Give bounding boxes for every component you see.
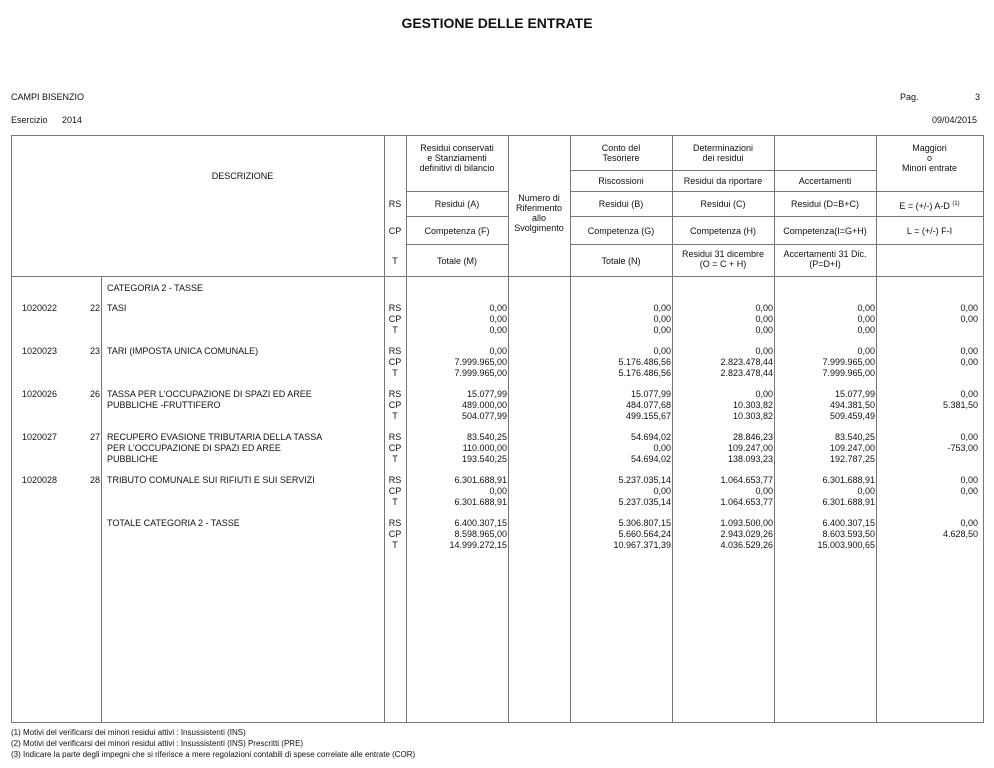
header-competenza-h: Competenza (H)	[689, 226, 757, 236]
header-cp: CP	[388, 226, 402, 236]
value-a: 7.999.965,00	[454, 368, 507, 378]
row-number: 23	[89, 346, 100, 356]
value-e: 0,00	[960, 518, 978, 528]
row-code: 1020026	[22, 389, 58, 399]
header-determinazioni: Determinazioni dei residui	[692, 143, 754, 163]
header-accertamenti: Accertamenti	[798, 176, 852, 186]
value-c: 0,00	[755, 314, 773, 324]
value-e: 0,00	[960, 346, 978, 356]
entity-name: CAMPI BISENZIO	[11, 92, 85, 102]
value-b: 0,00	[653, 443, 671, 453]
row-type-cp: CP	[388, 357, 402, 367]
row-type-t: T	[392, 497, 398, 507]
year-label: Esercizio	[11, 115, 48, 125]
header-conto-tesoriere: Conto del Tesoriere	[601, 143, 641, 163]
value-d: 509.459,49	[829, 411, 875, 421]
row-description: TRIBUTO COMUNALE SUI RIFIUTI E SUI SERVIZI	[107, 475, 315, 485]
value-d: 0,00	[857, 346, 875, 356]
year-value: 2014	[62, 115, 83, 125]
footnote: (2) Motivi del verificarsi dei minori residui attivi : Insussistenti (INS) Prescritti (PRE)	[11, 739, 304, 748]
row-type-cp: CP	[388, 400, 402, 410]
value-c: 0,00	[755, 325, 773, 335]
header-maggiori-minori: Maggiori o Minori entrate	[901, 143, 958, 173]
header-descrizione: DESCRIZIONE	[211, 171, 274, 181]
value-a: 7.999.965,00	[454, 357, 507, 367]
value-a: 193.540,25	[461, 454, 507, 464]
value-d: 6.400.307,15	[822, 518, 875, 528]
value-b: 5.176.486,56	[618, 357, 671, 367]
header-residui-31-dicembre: Residui 31 dicembre (O = C + H)	[681, 249, 765, 269]
footnote: (3) Indicare la parte degli impegni che si riferisce a mere regolazioni contabili di spese correlate alle entrate (COR)	[11, 750, 416, 759]
value-b: 5.176.486,56	[618, 368, 671, 378]
value-d: 15.003.900,65	[817, 540, 875, 550]
value-b: 5.306.807,15	[618, 518, 671, 528]
value-d: 0,00	[857, 314, 875, 324]
header-residui-d: Residui (D=B+C)	[790, 199, 860, 209]
header-accertamenti-31-dic: Accertamenti 31 Dic. (P=D+I)	[783, 249, 867, 269]
value-c: 0,00	[755, 346, 773, 356]
value-b: 0,00	[653, 486, 671, 496]
value-c: 109.247,00	[727, 443, 773, 453]
row-type-cp: CP	[388, 529, 402, 539]
value-a: 0,00	[489, 346, 507, 356]
value-a: 15.077,99	[466, 389, 507, 399]
row-type-cp: CP	[388, 314, 402, 324]
header-col-a-top: Residui conservati e Stanziamenti definitivi di bilancio	[419, 143, 495, 173]
row-code: 1020027	[22, 432, 58, 442]
value-b: 499.155,67	[625, 411, 671, 421]
category-title: CATEGORIA 2 - TASSE	[107, 283, 204, 293]
value-a: 6.301.688,91	[454, 497, 507, 507]
row-type-t: T	[392, 540, 398, 550]
value-b: 484.077,68	[625, 400, 671, 410]
row-number: 27	[89, 432, 100, 442]
value-e: 0,00	[960, 357, 978, 367]
value-b: 5.237.035,14	[618, 475, 671, 485]
value-c: 2.823.478,44	[720, 357, 773, 367]
value-e: 0,00	[960, 314, 978, 324]
footnote: (1) Motivi del verificarsi dei minori residui attivi : Insussistenti (INS)	[11, 728, 246, 737]
value-b: 0,00	[653, 303, 671, 313]
row-number: 22	[89, 303, 100, 313]
value-c: 0,00	[755, 303, 773, 313]
row-type-rs: RS	[388, 475, 402, 485]
value-e: 5.381,50	[942, 400, 978, 410]
value-a: 6.301.688,91	[454, 475, 507, 485]
row-number: 28	[89, 475, 100, 485]
row-type-t: T	[392, 454, 398, 464]
row-description: RECUPERO EVASIONE TRIBUTARIA DELLA TASSA	[107, 432, 323, 442]
row-description: PER L'OCCUPAZIONE DI SPAZI ED AREE	[107, 443, 281, 453]
value-c: 2.943.029,26	[720, 529, 773, 539]
value-b: 15.077,99	[630, 389, 671, 399]
value-c: 10.303,82	[732, 400, 773, 410]
value-c: 0,00	[755, 389, 773, 399]
value-d: 192.787,25	[829, 454, 875, 464]
value-b: 0,00	[653, 314, 671, 324]
value-d: 6.301.688,91	[822, 475, 875, 485]
value-d: 8.603.593,50	[822, 529, 875, 539]
value-a: 489.000,00	[461, 400, 507, 410]
value-a: 0,00	[489, 314, 507, 324]
row-description: TASSA PER L'OCCUPAZIONE DI SPAZI ED AREE	[107, 389, 312, 399]
row-type-t: T	[392, 411, 398, 421]
value-d: 15.077,99	[834, 389, 875, 399]
value-e: 0,00	[960, 432, 978, 442]
row-type-rs: RS	[388, 432, 402, 442]
header-residui-a: Residui (A)	[434, 199, 480, 209]
row-description: TOTALE CATEGORIA 2 - TASSE	[107, 518, 240, 528]
value-d: 7.999.965,00	[822, 368, 875, 378]
page-number: 3	[975, 92, 981, 102]
value-a: 0,00	[489, 303, 507, 313]
header-col-e: E = (+/-) A-D $^{(1)}$	[899, 201, 960, 211]
row-code: 1020023	[22, 346, 58, 356]
value-a: 6.400.307,15	[454, 518, 507, 528]
value-c: 4.036.529,26	[720, 540, 773, 550]
header-competenza-i: Competenza(I=G+H)	[783, 226, 867, 236]
header-totale-n: Totale (N)	[601, 256, 641, 266]
header-residui-c: Residui (C)	[700, 199, 746, 209]
row-code: 1020028	[22, 475, 58, 485]
header-totale-m: Totale (M)	[436, 256, 477, 266]
value-c: 10.303,82	[732, 411, 773, 421]
row-description: PUBBLICHE	[107, 454, 159, 464]
value-c: 1.064.653,77	[720, 475, 773, 485]
value-a: 14.999.272,15	[449, 540, 507, 550]
value-c: 2.823.478,44	[720, 368, 773, 378]
row-type-rs: RS	[388, 346, 402, 356]
value-c: 138.093,23	[727, 454, 773, 464]
value-e: 0,00	[960, 486, 978, 496]
value-a: 0,00	[489, 486, 507, 496]
row-description: TASI	[107, 303, 127, 313]
row-description: TARI (IMPOSTA UNICA COMUNALE)	[107, 346, 259, 356]
value-e: 0,00	[960, 475, 978, 485]
header-rs: RS	[388, 199, 402, 209]
value-a: 0,00	[489, 325, 507, 335]
value-c: 28.846,23	[732, 432, 773, 442]
header-competenza-f: Competenza (F)	[424, 226, 490, 236]
page-title: GESTIONE DELLE ENTRATE	[401, 15, 593, 31]
value-e: -753,00	[947, 443, 978, 453]
value-d: 7.999.965,00	[822, 357, 875, 367]
value-c: 1.064.653,77	[720, 497, 773, 507]
value-a: 504.077,99	[461, 411, 507, 421]
header-col-l: L = (+/-) F-I	[906, 226, 953, 236]
value-c: 0,00	[755, 486, 773, 496]
row-type-rs: RS	[388, 389, 402, 399]
row-number: 26	[89, 389, 100, 399]
value-b: 10.967.371,39	[613, 540, 671, 550]
header-residui-da-riportare: Residui da riportare	[683, 176, 763, 186]
value-d: 0,00	[857, 486, 875, 496]
value-b: 0,00	[653, 325, 671, 335]
value-d: 494.381,50	[829, 400, 875, 410]
row-type-rs: RS	[388, 303, 402, 313]
row-code: 1020022	[22, 303, 58, 313]
value-e: 4.628,50	[942, 529, 978, 539]
value-b: 54.694,02	[630, 432, 671, 442]
header-competenza-g: Competenza (G)	[587, 226, 655, 236]
header-residui-b: Residui (B)	[598, 199, 644, 209]
value-c: 1.093.500,00	[720, 518, 773, 528]
header-numero-riferimento: Numero di Riferimento allo Svolgimento	[514, 193, 564, 233]
value-a: 83.540,25	[466, 432, 507, 442]
value-d: 83.540,25	[834, 432, 875, 442]
value-b: 54.694,02	[630, 454, 671, 464]
value-d: 0,00	[857, 303, 875, 313]
value-a: 8.598.965,00	[454, 529, 507, 539]
row-type-t: T	[392, 325, 398, 335]
row-type-cp: CP	[388, 486, 402, 496]
value-d: 0,00	[857, 325, 875, 335]
value-e: 0,00	[960, 303, 978, 313]
row-type-cp: CP	[388, 443, 402, 453]
value-b: 5.237.035,14	[618, 497, 671, 507]
page-label: Pag.	[900, 92, 919, 102]
value-a: 110.000,00	[462, 443, 507, 453]
header-riscossioni: Riscossioni	[598, 176, 644, 186]
value-b: 0,00	[653, 346, 671, 356]
header-t: T	[392, 256, 398, 266]
row-type-rs: RS	[388, 518, 402, 528]
report-date: 09/04/2015	[932, 115, 978, 125]
row-type-t: T	[392, 368, 398, 378]
row-description: PUBBLICHE -FRUTTIFERO	[107, 400, 221, 410]
value-d: 109.247,00	[829, 443, 875, 453]
value-b: 5.660.564,24	[618, 529, 671, 539]
value-d: 6.301.688,91	[822, 497, 875, 507]
footnotes	[11, 727, 415, 760]
value-e: 0,00	[960, 389, 978, 399]
